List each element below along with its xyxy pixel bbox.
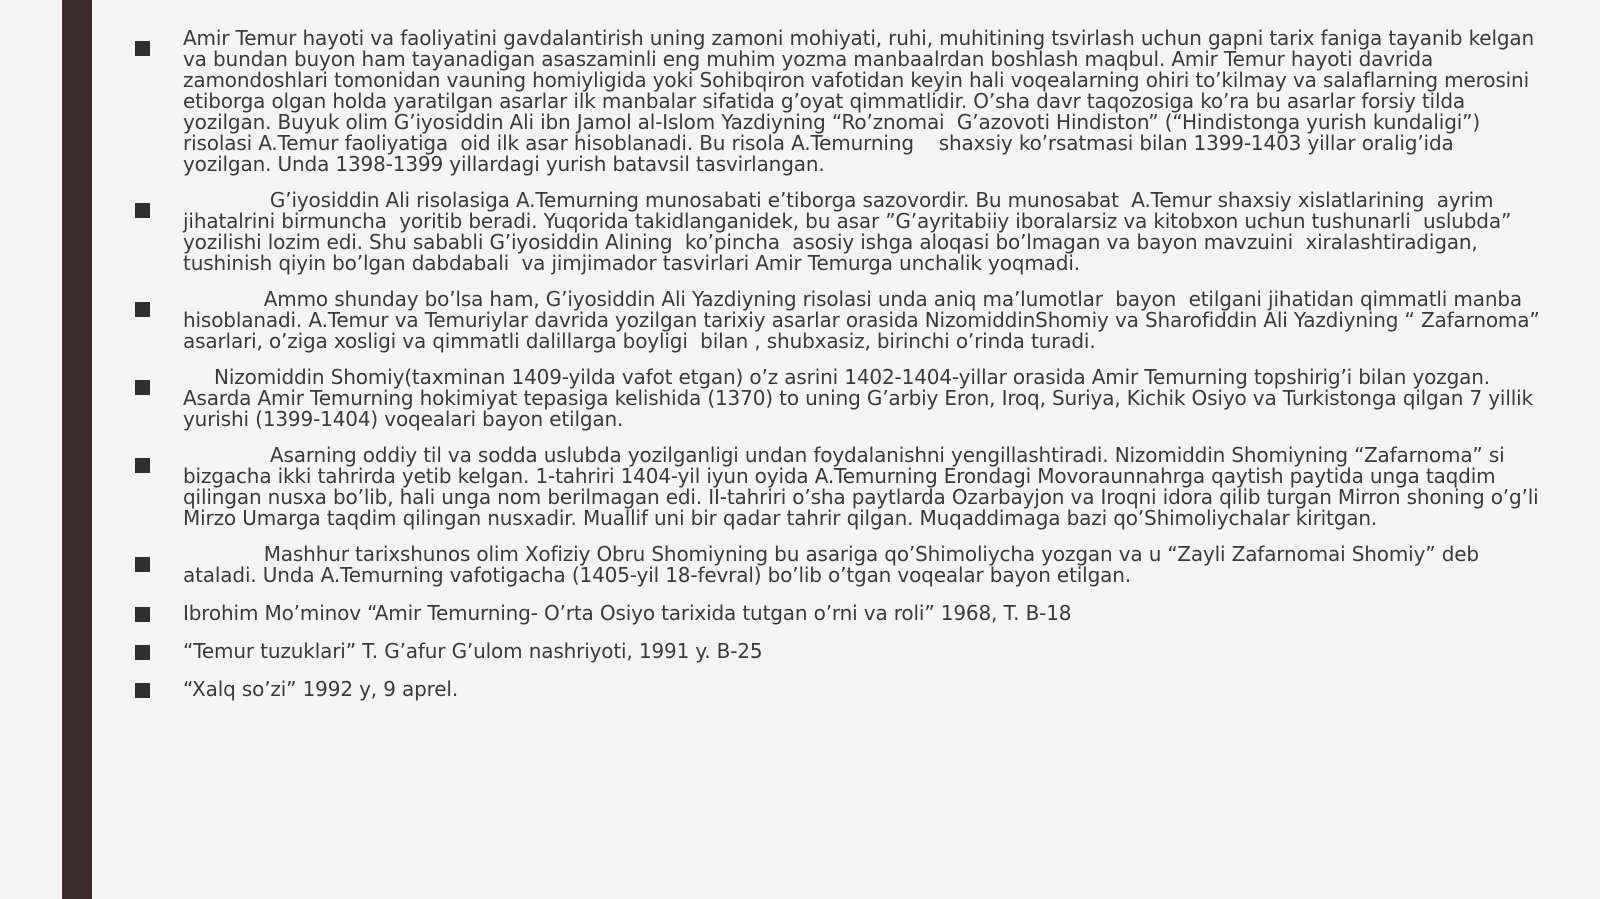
- list-item: [135, 677, 1540, 701]
- list-item: [135, 287, 1546, 353]
- bullet-text: Asarning oddiy til va sodda uslubda yozilganligi undan foydalanishni yengillashtiradi. Nizomiddin Shomiyning “Zafarnoma” si bizgacha ikki tahrirda yetib kelgan. 1-tahriri 1404-yil iyun oyida A.Temurning Erondagi Movoraunnahrga qaytish paytida unga taqdim qilingan nusxa bo’lib, hali unga nom berilmagan edi. II-tahriri o’sha paytlarda Ozarbayjon va Iroqni idora qilib turgan Mirron shoning o’g’li Mirzo Umarga taqdim qilingan nusxadir. Muallif uni bir qadar tahrir qilgan. Muqaddimaga bazi qo’Shimoliychalar kiritgan.: [183, 443, 1545, 530]
- square-bullet-icon: [135, 645, 150, 660]
- bullet-text: Amir Temur hayoti va faoliyatini gavdalantirish uning zamoni mohiyati, ruhi, muhitining tsvirlash uchun gapni tarix faniga tayanib kelgan va bundan buyon ham tayanadigan asaszaminli eng muhim yozma manbaalrdan boshlash maqbul. Amir Temur hayoti davrida zamondoshlari tomonidan vauning homiyligida yoki Sohibqiron vafotidan keyin hali voqealarning ohiri to’kilmay va salaflarning merosini etiborga olgan holda yaratilgan asarlar ilk manbalar sifatida g’oyat qimmatlidir. O’sha davr taqozosiga ko’ra bu asarlar forsiy tilda yozilgan. Buyuk olim G’iyosiddin Ali ibn Jamol al-Islom Yazdiyning “Ro’znomai G’azovoti Hindiston” (“Hindistonga yurish kundaligi”) risolasi A.Temur faoliyatiga oid ilk asar hisoblanadi. Bu risola A.Temurning shaxsiy ko’rsatmasi bilan 1399-1403 yillar oralig’ida yozilgan. Unda 1398-1399 yillardagi yurish batavsil tasvirlangan.: [183, 26, 1541, 176]
- list-item: [135, 601, 1540, 625]
- bullet-text: Ammo shunday bo’lsa ham, G’iyosiddin Ali Yazdiyning risolasi unda aniq ma’lumotlar bayon etilgani jihatidan qimmatli manba hisoblanadi. A.Temur va Temuriylar davrida yozilgan tarixiy asarlar orasida NizomiddinShomiy va Sharofiddin Ali Yazdiyning “ Zafarnoma” asarlari, o’ziga xosligi va qimmatli dalillarga boyligi bilan , shubxasiz, birinchi o’rinda turadi.: [183, 287, 1546, 353]
- square-bullet-icon: [135, 607, 150, 622]
- square-bullet-icon: [135, 380, 150, 395]
- bullet-text: Mashhur tarixshunos olim Xofiziy Obru Shomiyning bu asariga qo’Shimoliycha yozgan va u “Zayli Zafarnomai Shomiy” deb ataladi. Unda A.Temurning vafotigacha (1405-yil 18-fevral) bo’lib o’tgan voqealar bayon etilgan.: [183, 542, 1486, 587]
- reference-text: “Xalq so’zi” 1992 y, 9 aprel.: [183, 677, 459, 701]
- square-bullet-icon: [135, 41, 150, 56]
- square-bullet-icon: [135, 203, 150, 218]
- square-bullet-icon: [135, 683, 150, 698]
- bullet-text: G’iyosiddin Ali risolasiga A.Temurning munosabati e’tiborga sazovordir. Bu munosabat A.Temur shaxsiy xislatlarining ayrim jihatalrini birmuncha yoritib beradi. Yuqorida takidlanganidek, bu asar ”G’ayritabiiy iboralarsiz va kitobxon uchun tushunarli uslubda” yozilishi lozim edi. Shu sababli G’iyosiddin Alining ko’pincha asosiy ishga aloqasi bo’lmagan va bayon mavzuini xiralashtiradigan, tushinish qiyin bo’lgan dabdabali va jimjimador tasvirlari Amir Temurga unchalik yoqmadi.: [183, 188, 1518, 275]
- bullet-list: [135, 26, 1546, 701]
- list-item: [135, 443, 1545, 530]
- list-item: [135, 190, 1540, 274]
- list-item: [135, 28, 1540, 175]
- square-bullet-icon: [135, 458, 150, 473]
- square-bullet-icon: [135, 557, 150, 572]
- list-item: [135, 544, 1540, 586]
- bullet-text: Nizomiddin Shomiy(taxminan 1409-yilda vafot etgan) o’z asrini 1402-1404-yillar orasida Amir Temurning topshirig’i bilan yozgan. Asarda Amir Temurning hokimiyat tepasiga kelishida (1370) to uning G’arbiy Eron, Iroq, Suriya, Kichik Osiyo va Turkistonga qilgan 7 yillik yurishi (1399-1404) voqealari bayon etilgan.: [183, 365, 1540, 431]
- slide-content: [135, 26, 1546, 715]
- reference-text: Ibrohim Mo’minov “Amir Temurning- O’rta Osiyo tarixida tutgan o’rni va roli” 1968, T. B-18: [183, 601, 1072, 625]
- square-bullet-icon: [135, 302, 150, 317]
- decorative-side-bar: [62, 0, 92, 899]
- reference-text: “Temur tuzuklari” T. G’afur G’ulom nashriyoti, 1991 y. B-25: [183, 639, 763, 663]
- list-item: [135, 639, 1540, 663]
- list-item: [135, 367, 1540, 430]
